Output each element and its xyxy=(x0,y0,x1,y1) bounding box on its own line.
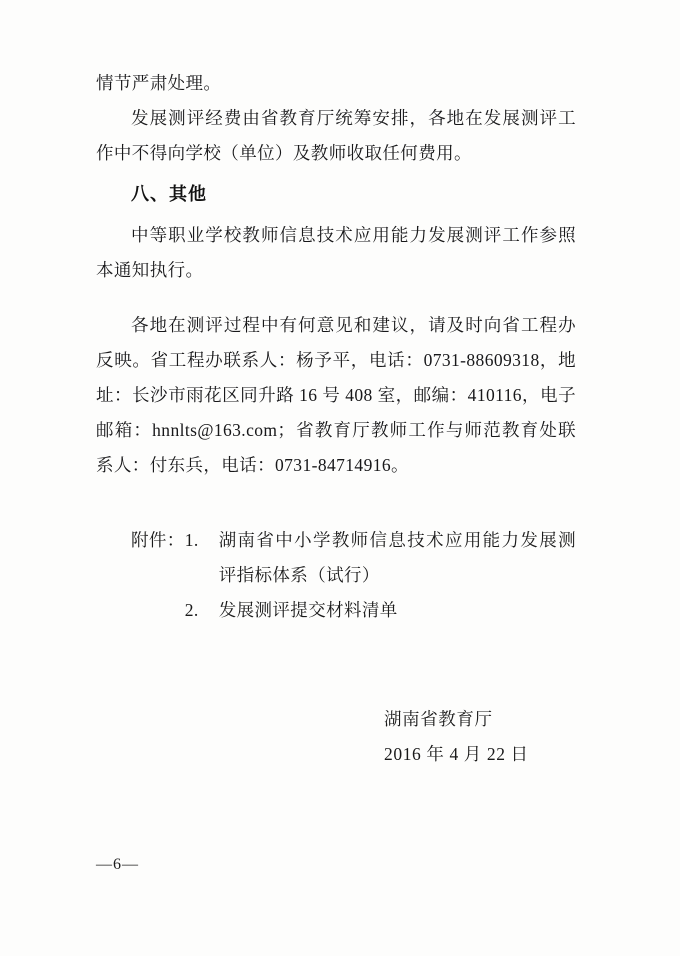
attachment-item xyxy=(96,523,576,593)
attachment-title: 湖南省中小学教师信息技术应用能力发展测评指标体系（试行） xyxy=(218,530,576,585)
signature-organization: 湖南省教育厅 xyxy=(384,709,493,729)
attachment-number: 1. xyxy=(184,530,199,550)
signature-block xyxy=(96,702,576,772)
page-body xyxy=(96,66,576,772)
spacer xyxy=(96,288,576,308)
section-heading-other: 八、其他 xyxy=(131,184,207,204)
attachment-title: 发展测评提交材料清单 xyxy=(218,600,398,620)
attachment-number: 2. xyxy=(184,600,199,620)
attachment-list xyxy=(96,523,576,628)
attachment-label: 附件： xyxy=(131,530,185,550)
paragraph-vocational: 中等职业学校教师信息技术应用能力发展测评工作参照本通知执行。 xyxy=(96,225,576,280)
paragraph-contact: 各地在测评过程中有何意见和建议，请及时向省工程办反映。省工程办联系人：杨予平，电话：0731-88609318，地址：长沙市雨花区同升路 16 号 408 室，邮编：410116，电子邮箱：hnnlts@163.com；省教育厅教师工作与师范教育处联系人：付东兵，电话：0731-84714916。 xyxy=(96,315,576,475)
paragraph-penalty-tail: 情节严肃处理。 xyxy=(96,73,222,93)
attachment-item xyxy=(96,593,576,628)
page-number: —6— xyxy=(96,856,139,873)
signature-date: 2016 年 4 月 22 日 xyxy=(384,744,529,764)
paragraph-funding: 发展测评经费由省教育厅统筹安排，各地在发展测评工作中不得向学校（单位）及教师收取任何费用。 xyxy=(96,108,576,163)
